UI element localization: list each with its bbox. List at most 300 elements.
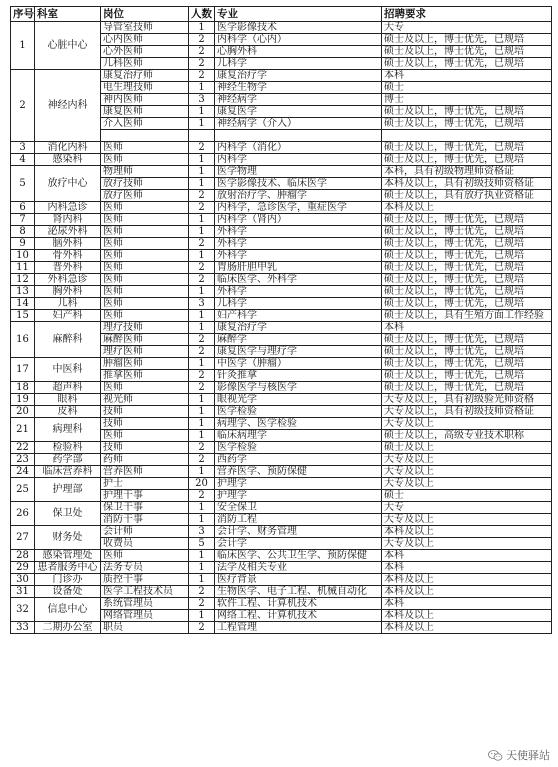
cell-count: 1 [189,178,215,190]
cell-major: 放射治疗学、肿瘤学 [215,190,382,202]
cell-count: 1 [189,610,215,622]
cell-major: 病理学、医学检验 [215,418,382,430]
table-row [11,310,552,322]
cell-department: 病理科 [35,418,101,442]
cell-department: 皮科 [35,406,101,418]
cell-department: 药学部 [35,454,101,466]
cell-department: 外科急诊 [35,274,101,286]
cell-department: 信息中心 [35,598,101,622]
cell-department: 普外科 [35,262,101,274]
cell-count: 1 [189,406,215,418]
cell-requirements: 硕士及以上，博士优先，已规培 [382,334,552,346]
cell-count: 2 [189,190,215,202]
cell-count: 1 [189,550,215,562]
cell-position: 系统管理员 [101,598,189,610]
cell-requirements: 硕士及以上，博士优先，已规培 [382,106,552,118]
cell-count: 1 [189,286,215,298]
cell-department: 眼科 [35,394,101,406]
cell-count: 3 [189,526,215,538]
cell-position: 法务专员 [101,562,189,574]
cell-count: 2 [189,370,215,382]
cell-requirements: 硕士及以上，博士优先，已规培 [382,154,552,166]
table-row [11,70,552,82]
cell-index: 5 [11,166,35,202]
header-cell-position: 岗位 [101,7,189,22]
cell-department: 脑外科 [35,238,101,250]
cell-position: 医师 [101,262,189,274]
cell-requirements: 硕士及以上，博士优先，已规培 [382,238,552,250]
cell-index: 16 [11,322,35,358]
header-cell-index: 序号 [11,7,35,22]
table-row [11,466,552,478]
cell-position: 电生理技师 [101,82,189,94]
cell-count [189,130,215,142]
cell-requirements: 硕士及以上，博士优先，已规培 [382,382,552,394]
cell-count: 2 [189,46,215,58]
cell-department: 放疗中心 [35,166,101,202]
cell-index: 25 [11,478,35,502]
table-row [11,142,552,154]
cell-requirements: 硕士及以上，博士优先，已规培 [382,214,552,226]
cell-department: 骨外科 [35,250,101,262]
cell-requirements: 博士 [382,94,552,106]
cell-index: 26 [11,502,35,526]
table-row [11,322,552,334]
table-row [11,574,552,586]
cell-major: 临床医学、外科学 [215,274,382,286]
table-row [11,526,552,538]
cell-count: 1 [189,106,215,118]
cell-requirements: 本科及以上 [382,574,552,586]
cell-major: 工程管理 [215,622,382,634]
cell-position: 护士 [101,478,189,490]
cell-major: 医学检验 [215,406,382,418]
cell-requirements: 大专及以上 [382,538,552,550]
cell-position: 医师 [101,298,189,310]
cell-index: 19 [11,394,35,406]
cell-position: 医学工程技术员 [101,586,189,598]
cell-major: 影像医学与核医学 [215,382,382,394]
cell-position: 医师 [101,274,189,286]
cell-count: 1 [189,82,215,94]
cell-requirements: 本科及以上 [382,526,552,538]
cell-requirements: 本科 [382,562,552,574]
cell-position: 网络管理员 [101,610,189,622]
cell-position: 技师 [101,418,189,430]
cell-index: 18 [11,382,35,394]
cell-position: 理疗医师 [101,346,189,358]
cell-count: 2 [189,202,215,214]
table-row [11,478,552,490]
cell-count: 20 [189,478,215,490]
recruitment-table [10,6,552,634]
cell-index: 30 [11,574,35,586]
cell-position: 收费员 [101,538,189,550]
cell-count: 1 [189,574,215,586]
cell-index: 31 [11,586,35,598]
cell-department: 麻醉科 [35,322,101,358]
cell-count: 1 [189,22,215,34]
cell-requirements: 硕士及以上，博士优先，已规培 [382,226,552,238]
cell-count: 5 [189,538,215,550]
table-row [11,298,552,310]
cell-major: 医学影像技术 [215,22,382,34]
cell-count: 1 [189,250,215,262]
cell-requirements: 硕士及以上，博士优先，已规培 [382,274,552,286]
cell-department: 超声科 [35,382,101,394]
cell-department: 检验科 [35,442,101,454]
cell-requirements: 大专及以上 [382,478,552,490]
cell-position: 康复医师 [101,106,189,118]
cell-count: 2 [189,442,215,454]
table-row [11,202,552,214]
table-row [11,406,552,418]
cell-major: 眼视光学 [215,394,382,406]
cell-index: 2 [11,70,35,142]
cell-department: 患者服务中心 [35,562,101,574]
cell-position: 放疗医师 [101,190,189,202]
cell-position: 医师 [101,202,189,214]
cell-requirements: 硕士及以上，博士优先，已规培 [382,34,552,46]
cell-position: 介入医师 [101,118,189,130]
cell-department: 胸外科 [35,286,101,298]
table-row [11,550,552,562]
cell-major: 康复医学 [215,106,382,118]
cell-requirements: 大专及以上 [382,466,552,478]
cell-major: 网络工程、计算机技术 [215,610,382,622]
cell-index: 32 [11,598,35,622]
table-row [11,382,552,394]
cell-index: 22 [11,442,35,454]
watermark [486,747,552,763]
cell-position: 心内医师 [101,34,189,46]
cell-index: 4 [11,154,35,166]
cell-index: 11 [11,262,35,274]
cell-count: 2 [189,334,215,346]
cell-index: 23 [11,454,35,466]
cell-position: 职员 [101,622,189,634]
table-row [11,226,552,238]
cell-requirements: 硕士及以上，高级专业技术职称 [382,430,552,442]
cell-position: 会计师 [101,526,189,538]
cell-count: 1 [189,358,215,370]
cell-requirements: 硕士及以上，博士优先，已规培 [382,46,552,58]
cell-position: 营养医师 [101,466,189,478]
cell-major: 软件工程、计算机技术 [215,598,382,610]
cell-requirements: 硕士 [382,82,552,94]
table-row [11,238,552,250]
cell-requirements: 硕士及以上，博士优先，已规培 [382,370,552,382]
cell-major: 儿科学 [215,58,382,70]
cell-count: 2 [189,490,215,502]
cell-major: 会计学 [215,538,382,550]
cell-major: 临床医学、公共卫生学、预防保健 [215,550,382,562]
cell-major: 生物医学、电子工程、机械自动化 [215,586,382,598]
cell-position: 医师 [101,250,189,262]
cell-position: 医师 [101,238,189,250]
cell-index: 6 [11,202,35,214]
cell-major: 消防工程 [215,514,382,526]
table-row [11,22,552,34]
cell-major: 儿科学 [215,298,382,310]
header-cell-count: 人数 [189,7,215,22]
cell-position: 放疗技师 [101,178,189,190]
cell-position: 视光师 [101,394,189,406]
cell-index: 28 [11,550,35,562]
cell-position: 保卫干事 [101,502,189,514]
cell-requirements: 本科及以上 [382,202,552,214]
cell-index: 13 [11,286,35,298]
cell-department: 内科急诊 [35,202,101,214]
cell-major: 康复治疗学 [215,322,382,334]
cell-major: 神经病学 [215,94,382,106]
cell-requirements: 硕士及以上，博士优先，已规培 [382,298,552,310]
cell-department: 感染科 [35,154,101,166]
cell-requirements: 硕士及以上，博士优先，已规培 [382,250,552,262]
cell-position: 技师 [101,442,189,454]
cell-count: 2 [189,454,215,466]
cell-position: 医师 [101,226,189,238]
cell-position: 医师 [101,382,189,394]
cell-major: 营养医学、预防保健 [215,466,382,478]
cell-department: 儿科 [35,298,101,310]
cell-count: 3 [189,94,215,106]
cell-index: 1 [11,22,35,70]
cell-requirements [382,130,552,142]
cell-position: 医师 [101,430,189,442]
cell-requirements: 硕士及以上，博士优先，已规培 [382,118,552,130]
cell-index: 20 [11,406,35,418]
cell-requirements: 本科，具有初级物理师资格证 [382,166,552,178]
table-row [11,394,552,406]
cell-index: 15 [11,310,35,322]
cell-index: 8 [11,226,35,238]
cell-major: 内科学（心内） [215,34,382,46]
cell-index: 10 [11,250,35,262]
cell-major: 内科学，急诊医学，重症医学 [215,202,382,214]
cell-department: 财务处 [35,526,101,550]
table-row [11,166,552,178]
cell-index: 14 [11,298,35,310]
cell-position: 质控干事 [101,574,189,586]
cell-count: 3 [189,298,215,310]
table-body [11,22,552,634]
cell-major: 护理学 [215,478,382,490]
cell-position: 医师 [101,286,189,298]
cell-count: 2 [189,238,215,250]
cell-position: 儿科医师 [101,58,189,70]
table-row [11,154,552,166]
cell-index: 21 [11,418,35,442]
cell-requirements: 本科及以上，具有初级技师资格证 [382,178,552,190]
cell-requirements: 硕士及以上，博士优先，已规培 [382,142,552,154]
cell-count: 2 [189,34,215,46]
cell-position: 护理干事 [101,490,189,502]
cell-major: 外科学 [215,286,382,298]
cell-major: 心胸外科 [215,46,382,58]
cell-requirements: 本科及以上 [382,586,552,598]
cell-requirements: 硕士及以上，博士优先，已规培 [382,346,552,358]
wechat-icon [488,750,503,761]
cell-requirements: 大专及以上 [382,514,552,526]
cell-requirements: 大专及以上 [382,418,552,430]
cell-count: 2 [189,58,215,70]
cell-major: 外科学 [215,238,382,250]
cell-count: 2 [189,598,215,610]
cell-count: 1 [189,394,215,406]
cell-department: 泌尿外科 [35,226,101,238]
cell-department: 护理部 [35,478,101,502]
cell-major: 医学物理 [215,166,382,178]
cell-major: 会计学、财务管理 [215,526,382,538]
cell-major: 外科学 [215,226,382,238]
cell-requirements: 本科 [382,550,552,562]
cell-requirements: 本科 [382,70,552,82]
cell-requirements: 大专及以上，具有初级验光师资格 [382,394,552,406]
cell-department: 保卫处 [35,502,101,526]
cell-major: 护理学 [215,490,382,502]
cell-index: 7 [11,214,35,226]
cell-requirements: 硕士及以上，博士优先，已规培 [382,262,552,274]
table-row [11,286,552,298]
cell-requirements: 硕士及以上，具有生殖方面工作经验 [382,310,552,322]
cell-major: 医疗背景 [215,574,382,586]
cell-department: 感染管理处 [35,550,101,562]
header-cell-major: 专业 [215,7,382,22]
cell-department: 临床营养科 [35,466,101,478]
cell-major: 医学影像技术、临床医学 [215,178,382,190]
cell-position: 理疗技师 [101,322,189,334]
cell-major: 神经病学（介入） [215,118,382,130]
header-row [11,7,552,22]
table-row [11,250,552,262]
cell-department: 中医科 [35,358,101,382]
cell-position: 医师 [101,142,189,154]
cell-major: 医学检验 [215,442,382,454]
cell-major: 妇产科学 [215,310,382,322]
table-row [11,358,552,370]
cell-department: 心脏中心 [35,22,101,70]
cell-department: 门诊办 [35,574,101,586]
cell-major: 安全保卫 [215,502,382,514]
cell-major: 针灸推拿 [215,370,382,382]
cell-position: 医师 [101,310,189,322]
cell-count: 1 [189,214,215,226]
cell-count: 1 [189,502,215,514]
cell-index: 12 [11,274,35,286]
cell-index: 3 [11,142,35,154]
table-row [11,622,552,634]
cell-count: 1 [189,166,215,178]
table-row [11,262,552,274]
cell-position: 心外医师 [101,46,189,58]
cell-requirements: 硕士及以上，博士优先，已规培 [382,58,552,70]
cell-index: 9 [11,238,35,250]
cell-count: 1 [189,418,215,430]
cell-major: 内科学（消化） [215,142,382,154]
table-row [11,586,552,598]
table-row [11,598,552,610]
cell-department: 消化内科 [35,142,101,154]
cell-position: 医师 [101,154,189,166]
cell-count: 1 [189,118,215,130]
cell-count: 1 [189,514,215,526]
cell-position: 神内医师 [101,94,189,106]
cell-count: 1 [189,154,215,166]
cell-major: 康复医学与理疗学 [215,346,382,358]
cell-major: 内科学 [215,154,382,166]
cell-requirements: 大专及以上，具有初级技师资格证 [382,406,552,418]
cell-position: 药师 [101,454,189,466]
cell-position: 推拿医师 [101,370,189,382]
header-cell-requirements: 招聘要求 [382,7,552,22]
cell-count: 2 [189,274,215,286]
cell-index: 29 [11,562,35,574]
cell-requirements: 硕士及以上，博士优先，已规培 [382,358,552,370]
cell-major: 临床病理学 [215,430,382,442]
table-row [11,442,552,454]
cell-department: 神经内科 [35,70,101,142]
cell-major: 法学及相关专业 [215,562,382,574]
cell-requirements: 硕士及以上，具有放疗执业资格证 [382,190,552,202]
cell-count: 1 [189,226,215,238]
cell-count: 1 [189,310,215,322]
cell-position: 医师 [101,214,189,226]
cell-requirements: 硕士及以上，博士优先，已规培 [382,286,552,298]
cell-count: 1 [189,562,215,574]
cell-major: 外科学 [215,250,382,262]
cell-major: 胃肠肝胆甲乳 [215,262,382,274]
cell-requirements: 本科 [382,322,552,334]
cell-count: 2 [189,382,215,394]
table-row [11,214,552,226]
watermark-text: 天使驿站 [506,749,550,762]
cell-major [215,130,382,142]
cell-count: 1 [189,430,215,442]
cell-major: 麻醉学 [215,334,382,346]
cell-position: 麻醉医师 [101,334,189,346]
cell-position: 导管室技师 [101,22,189,34]
cell-major: 中医学（肿瘤） [215,358,382,370]
cell-department: 妇产科 [35,310,101,322]
cell-index: 33 [11,622,35,634]
cell-major: 康复治疗学 [215,70,382,82]
cell-requirements: 大专 [382,22,552,34]
table-row [11,502,552,514]
cell-count: 2 [189,622,215,634]
cell-count: 2 [189,142,215,154]
cell-requirements: 大专及以上 [382,454,552,466]
cell-index: 24 [11,466,35,478]
cell-major: 内科学（肾内） [215,214,382,226]
cell-count: 1 [189,466,215,478]
cell-count: 2 [189,70,215,82]
cell-department: 设备处 [35,586,101,598]
cell-count: 2 [189,346,215,358]
cell-position: 康复治疗师 [101,70,189,82]
cell-requirements: 硕士及以上 [382,442,552,454]
cell-position: 肿瘤医师 [101,358,189,370]
cell-department: 二期办公室 [35,622,101,634]
cell-requirements: 本科及以上 [382,610,552,622]
cell-count: 2 [189,586,215,598]
cell-department: 肾内科 [35,214,101,226]
cell-count: 1 [189,322,215,334]
table-row [11,562,552,574]
table-row [11,454,552,466]
header-cell-department: 科室 [35,7,101,22]
cell-count: 2 [189,262,215,274]
